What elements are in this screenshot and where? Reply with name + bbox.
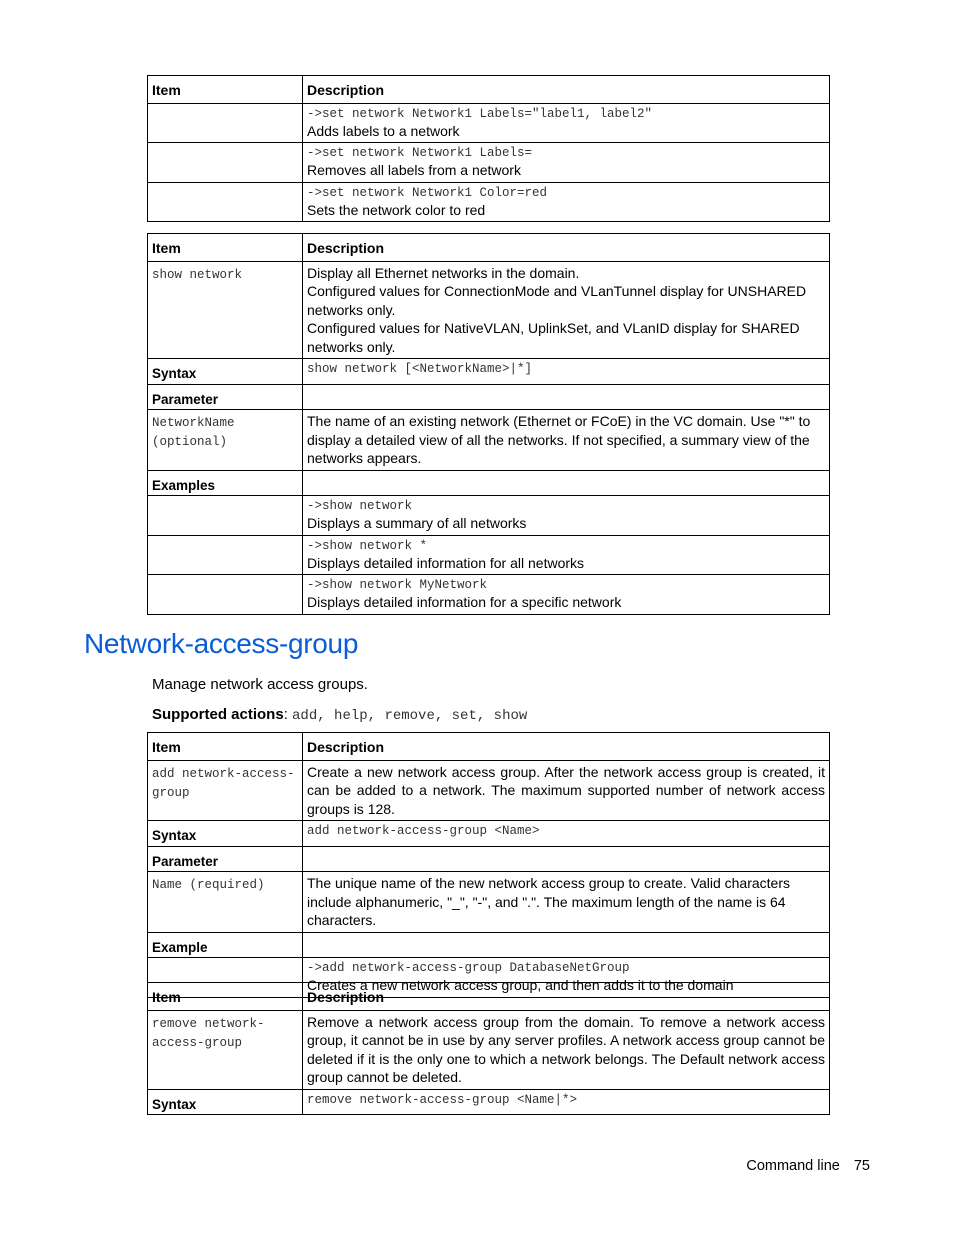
example-text: Adds labels to a network (307, 122, 460, 139)
item-cell (148, 143, 303, 183)
empty-cell (303, 470, 830, 496)
header-item: Item (148, 983, 303, 1011)
table-header-row (148, 733, 830, 761)
page-number: 75 (853, 1158, 870, 1174)
syntax-row (148, 359, 830, 385)
header-item: Item (148, 733, 303, 761)
syntax-cell (303, 359, 830, 385)
example-code: ->add network-access-group DatabaseNetGroup (307, 961, 630, 975)
examples-label: Examples (148, 470, 303, 496)
section-title: Network-access-group (84, 628, 359, 659)
supported-actions-label: Supported actions (152, 706, 284, 723)
command-description: Remove a network access group from the domain. To remove a network access group, it cannot be in use by any server profiles. A network access group cannot be deleted if it is the only one to which a network belongs. The Default network access group cannot be deleted. (303, 1010, 830, 1089)
syntax-code: show network [<NetworkName>|*] (307, 362, 533, 376)
header-description: Description (303, 234, 830, 262)
table-header-row (148, 983, 830, 1011)
table-row (148, 261, 830, 359)
description-cell (303, 575, 830, 615)
item-cell (148, 575, 303, 615)
examples-label-row (148, 470, 830, 496)
command-description: Configured values for NativeVLAN, UplinkSet, and VLanID display for SHARED networks only. (307, 320, 800, 355)
command-description: Create a new network access group. After the network access group is created, it can be added to a network. The maximum supported number of network access groups is 128. (303, 760, 830, 821)
description-cell (303, 182, 830, 222)
syntax-row (148, 1089, 830, 1115)
example-label: Example (148, 932, 303, 958)
table-header-row (148, 234, 830, 262)
example-text: Removes all labels from a network (307, 162, 521, 178)
item-cell (148, 103, 303, 143)
example-code: ->set network Network1 Labels= (307, 146, 533, 160)
example-text: Creates a new network access group, and then adds it to the domain (307, 977, 734, 993)
description-cell (303, 143, 830, 183)
show-network-table (147, 233, 830, 615)
example-text: Displays detailed information for all networks (307, 554, 585, 571)
empty-cell (303, 846, 830, 872)
syntax-label: Syntax (148, 821, 303, 847)
parameter-label-row (148, 384, 830, 410)
supported-actions-list: add, help, remove, set, show (292, 708, 528, 724)
supported-actions (152, 706, 527, 724)
table-row (148, 535, 830, 575)
parameter-label-row (148, 846, 830, 872)
syntax-row (148, 821, 830, 847)
example-code: ->show network (307, 499, 413, 513)
empty-cell (303, 384, 830, 410)
header-description: Description (303, 983, 830, 1011)
command-cell (148, 1010, 303, 1089)
table-row (148, 760, 830, 821)
section-intro: Manage network access groups. (152, 676, 368, 693)
syntax-label: Syntax (148, 359, 303, 385)
table-row (148, 496, 830, 536)
description-cell (303, 496, 830, 536)
table-row (148, 1010, 830, 1089)
item-cell (148, 182, 303, 222)
item-cell (148, 535, 303, 575)
example-text: Displays a summary of all networks (307, 515, 527, 531)
example-text: Displays detailed information for a specific network (307, 594, 622, 610)
page-footer (746, 1158, 870, 1174)
parameter-row (148, 410, 830, 471)
parameter-name: NetworkName (optional) (152, 416, 243, 449)
command-name: show network (152, 267, 243, 282)
parameter-name-cell (148, 410, 303, 471)
example-label-row (148, 932, 830, 958)
parameter-description: The name of an existing network (Ethernet or FCoE) in the VC domain. Use "*" to display a detailed view of all the networks. If not specified, a summary view of the networks appears. (303, 410, 830, 471)
command-description: Configured values for ConnectionMode and VLanTunnel display for UNSHARED networks only. (307, 283, 807, 318)
parameter-name-cell (148, 872, 303, 933)
syntax-label: Syntax (148, 1089, 303, 1115)
parameter-description: The unique name of the new network access group to create. Valid characters include alphanumeric, "_", "-", and ".". The maximum length of the name is 64 characters. (303, 872, 830, 933)
item-cell (148, 496, 303, 536)
command-cell (148, 760, 303, 821)
example-code: ->show network * (307, 538, 428, 553)
command-name: add network-access-group (152, 766, 295, 800)
table-row (148, 143, 830, 183)
colon: : (283, 706, 293, 723)
description-cell (303, 535, 830, 575)
example-code: ->show network MyNetwork (307, 578, 488, 592)
table-row (148, 103, 830, 143)
example-text: Sets the network color to red (307, 201, 486, 218)
syntax-cell (303, 821, 830, 847)
header-item: Item (148, 76, 303, 104)
syntax-code: add network-access-group <Name> (307, 824, 540, 838)
header-description: Description (303, 76, 830, 104)
example-code: ->set network Network1 Color=red (307, 185, 548, 200)
footer-section: Command line (746, 1158, 840, 1174)
description-cell (303, 103, 830, 143)
table-row (148, 575, 830, 615)
command-cell (148, 261, 303, 359)
empty-cell (303, 932, 830, 958)
example-code: ->set network Network1 Labels="label1, label2" (307, 106, 653, 121)
parameter-row (148, 872, 830, 933)
syntax-cell (303, 1089, 830, 1115)
parameter-label: Parameter (148, 384, 303, 410)
command-name: remove network-access-group (152, 1016, 265, 1050)
add-network-access-group-table (147, 732, 830, 998)
header-item: Item (148, 234, 303, 262)
description-cell (303, 261, 830, 359)
syntax-code: remove network-access-group <Name|*> (307, 1092, 578, 1107)
table-row (148, 182, 830, 222)
table-header-row (148, 76, 830, 104)
remove-network-access-group-table (147, 982, 830, 1115)
set-network-examples-table (147, 75, 830, 222)
header-description: Description (303, 733, 830, 761)
command-description: Display all Ethernet networks in the domain. (307, 264, 580, 281)
parameter-name: Name (required) (152, 878, 265, 892)
parameter-label: Parameter (148, 846, 303, 872)
